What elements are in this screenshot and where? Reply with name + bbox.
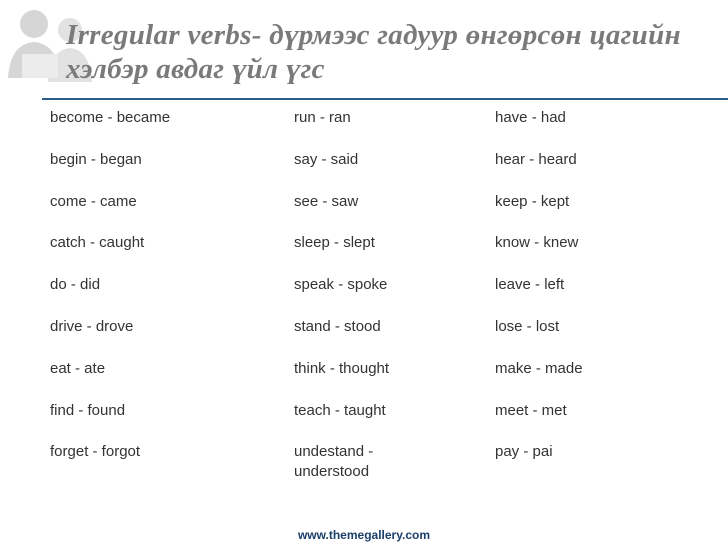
verb-pair: find - found	[50, 401, 126, 419]
verb-pair: keep - kept	[495, 192, 570, 210]
verb-pair: run - ran	[294, 109, 351, 126]
verb-column-2	[294, 108, 484, 484]
verb-pair: undestand - understood	[294, 443, 374, 481]
verb-pair: eat - ate	[50, 359, 106, 377]
footer-url[interactable]: www.themegallery.com	[297, 528, 431, 542]
verb-column-1	[50, 108, 240, 484]
verb-column-3	[495, 108, 685, 484]
slide-title: Irregular verbs- дүрмээс гадуур өнгөрсөн цагийн хэлбэр авдаг үйл үгс	[66, 19, 681, 85]
verb-pair: do - did	[50, 276, 101, 294]
verb-pair: hear - heard	[495, 150, 577, 168]
verb-pair: lose - lost	[495, 317, 560, 335]
verb-pair: pay - pai	[495, 443, 553, 461]
verb-pair: teach - taught	[294, 401, 386, 419]
verb-pair: have - had	[495, 109, 566, 126]
verb-pair: drive - drove	[50, 317, 134, 335]
verb-pair: know - knew	[495, 234, 579, 252]
verb-pair: forget - forgot	[50, 443, 141, 461]
verb-pair: meet - met	[495, 401, 567, 419]
verb-pair: leave - left	[495, 276, 565, 294]
verb-pair: stand - stood	[294, 317, 381, 335]
title-divider	[42, 98, 728, 100]
verb-pair: see - saw	[294, 192, 359, 210]
verb-pair: begin - began	[50, 150, 142, 168]
verb-pair: think - thought	[294, 359, 390, 377]
verb-pair: say - said	[294, 150, 359, 168]
verb-pair: come - came	[50, 192, 137, 210]
verb-pair: catch - caught	[50, 234, 145, 252]
verb-pair: speak - spoke	[294, 276, 388, 294]
verb-pair: make - made	[495, 359, 583, 377]
verb-pair: become - became	[50, 109, 171, 126]
verb-pair: sleep - slept	[294, 234, 375, 252]
